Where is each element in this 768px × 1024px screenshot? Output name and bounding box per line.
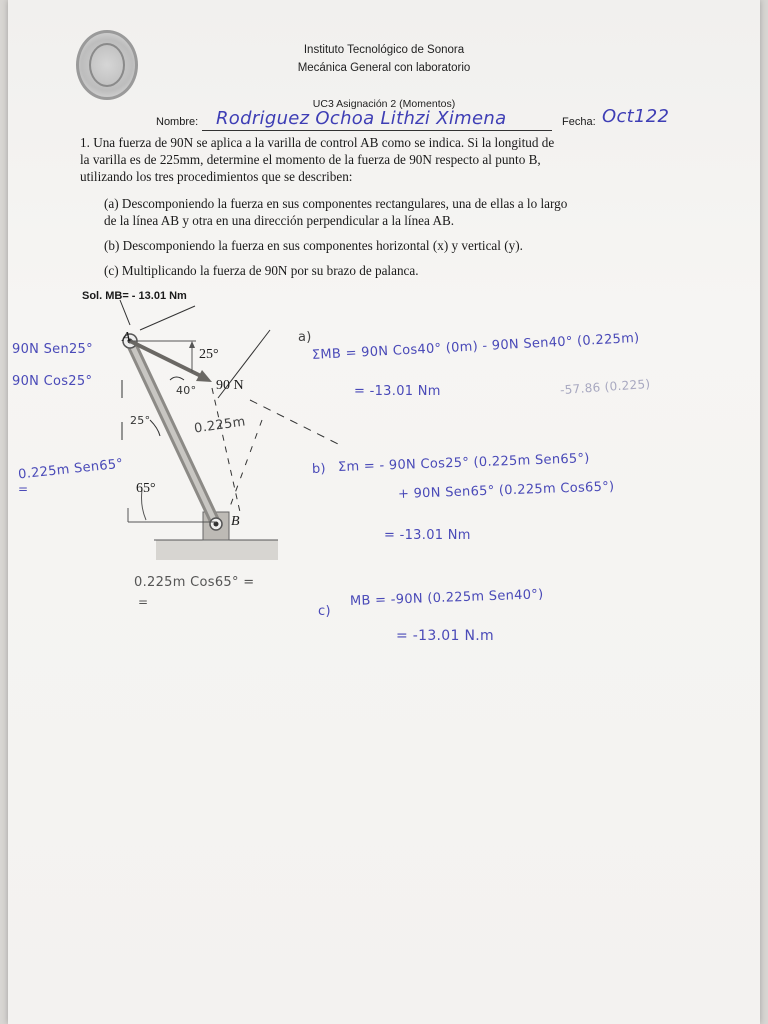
- hw-part-a-side-calc: -57.86 (0.225): [559, 376, 651, 398]
- angle-25-arrowhead: [189, 341, 195, 348]
- statement-line-1: 1. Una fuerza de 90N se aplica a la varilla de control AB como se indica. Si la longitud de: [80, 135, 555, 150]
- hw-angle-25: 25°: [130, 414, 151, 427]
- hw-0225-cos65: 0.225m Cos65° =: [134, 575, 255, 590]
- ground-base: [156, 540, 278, 560]
- sketch-dashed-1: [212, 388, 240, 512]
- hw-part-b-line-1: Σm = - 90N Cos25° (0.225m Sen65°): [337, 451, 590, 475]
- name-label: Nombre:: [156, 116, 199, 128]
- hw-part-a-result: = -13.01 Nm: [354, 384, 441, 399]
- assignment-title: UC3 Asignación 2 (Momentos): [312, 98, 456, 110]
- hw-length: 0.225m: [193, 414, 247, 437]
- statement-line-2: la varilla es de 225mm, determine el momento de la fuerza de 90N respecto al punto B,: [80, 152, 541, 167]
- date-label: Fecha:: [562, 116, 596, 128]
- hw-angle-40: 40°: [176, 384, 197, 397]
- solution-answer: Sol. MB= - 13.01 Nm: [82, 290, 187, 302]
- date-value: Oct122: [602, 106, 670, 127]
- hw-0225-sen65: 0.225m Sen65°: [17, 456, 124, 483]
- hw-90n-cos25: 90N Cos25°: [12, 374, 93, 389]
- hw-part-b-result: = -13.01 Nm: [384, 528, 471, 543]
- hw-part-c-result: = -13.01 N.m: [396, 628, 494, 644]
- label-point-b: B: [231, 514, 240, 529]
- hw-equals-2: =: [138, 595, 149, 609]
- sketch-arc-25: [150, 420, 160, 436]
- part-b: (b) Descomponiendo la fuerza en sus componentes horizontal (x) y vertical (y).: [104, 238, 523, 253]
- hw-part-a-equation: ΣMB = 90N Cos40° (0m) - 90N Sen40° (0.225m): [311, 330, 640, 363]
- angle-25-label: 25°: [199, 347, 219, 362]
- part-c: (c) Multiplicando la fuerza de 90N por su brazo de palanca.: [104, 263, 419, 278]
- sketch-dashed-3: [228, 420, 262, 512]
- hw-part-c-equation: MB = -90N (0.225m Sen40°): [349, 587, 544, 609]
- hw-equals-1: =: [18, 482, 29, 496]
- angle-65-label: 65°: [136, 481, 156, 496]
- label-point-a: A: [122, 330, 131, 345]
- part-a-line-1: (a) Descomponiendo la fuerza en sus componentes rectangulares, una de ellas a lo largo: [104, 196, 568, 211]
- statement-line-3: utilizando los tres procedimientos que se describen:: [80, 169, 353, 184]
- sketch-dashed-2: [250, 400, 338, 444]
- force-label: 90 N: [216, 378, 244, 393]
- part-a-line-2: de la línea AB y otra en una dirección perpendicular a la línea AB.: [104, 213, 455, 228]
- hw-part-c-label: c): [318, 604, 331, 619]
- institution-name: Instituto Tecnológico de Sonora: [303, 44, 465, 56]
- hw-part-b-line-2: + 90N Sen65° (0.225m Cos65°): [397, 479, 615, 502]
- sketch-line-1: [120, 300, 130, 325]
- sketch-line-2: [140, 306, 195, 330]
- hw-90n-sen25: 90N Sen25°: [12, 342, 93, 357]
- hw-part-b-label: b): [311, 461, 327, 477]
- course-name: Mecánica General con laboratorio: [297, 62, 471, 74]
- student-name: Rodriguez Ochoa Lithzi Ximena: [216, 108, 507, 129]
- hw-part-a-label: a): [298, 330, 312, 345]
- sketch-arc-40: [170, 377, 184, 380]
